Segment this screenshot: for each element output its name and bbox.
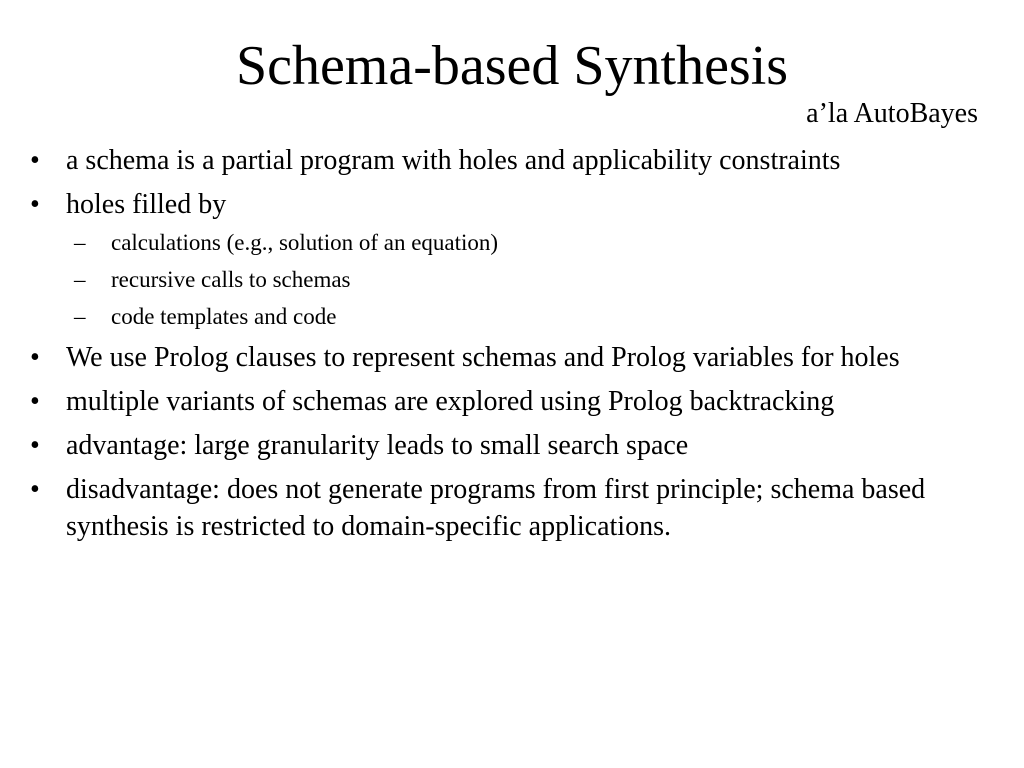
- sub-bullet-marker: –: [74, 304, 86, 329]
- bullet-item: [30, 339, 990, 376]
- sub-bullet-text: calculations (e.g., solution of an equation): [111, 230, 499, 255]
- sub-bullet-marker: –: [74, 230, 86, 255]
- slide-subtitle: a’la AutoBayes: [806, 98, 978, 129]
- bullet-text: disadvantage: does not generate programs from first principle; schema based synthesis is restricted to domain-specific applications.: [66, 474, 926, 542]
- sub-bullet-item: [30, 302, 990, 332]
- bullet-text: We use Prolog clauses to represent schemas and Prolog variables for holes: [66, 342, 900, 373]
- bullet-marker: •: [30, 189, 40, 220]
- sub-bullet-marker: –: [74, 267, 86, 292]
- sub-bullet-item: [30, 228, 990, 258]
- sub-bullet-item: [30, 265, 990, 295]
- bullet-text: advantage: large granularity leads to small search space: [66, 430, 689, 461]
- bullet-item: [30, 142, 990, 179]
- bullet-marker: •: [30, 145, 40, 176]
- bullet-list: [30, 142, 990, 552]
- bullet-marker: •: [30, 430, 40, 461]
- bullet-text: holes filled by: [66, 189, 227, 220]
- slide-title: Schema-based Synthesis: [235, 35, 789, 97]
- bullet-marker: •: [30, 342, 40, 373]
- bullet-marker: •: [30, 474, 40, 505]
- bullet-item: [30, 383, 990, 420]
- bullet-text: a schema is a partial program with holes and applicability constraints: [66, 145, 841, 176]
- sub-bullet-text: recursive calls to schemas: [111, 267, 351, 292]
- sub-bullet-list: [30, 228, 990, 332]
- bullet-item: [30, 427, 990, 464]
- bullet-item: [30, 471, 990, 545]
- bullet-item: [30, 186, 990, 223]
- bullet-text: multiple variants of schemas are explored using Prolog backtracking: [66, 386, 835, 417]
- sub-bullet-text: code templates and code: [111, 304, 337, 329]
- bullet-marker: •: [30, 386, 40, 417]
